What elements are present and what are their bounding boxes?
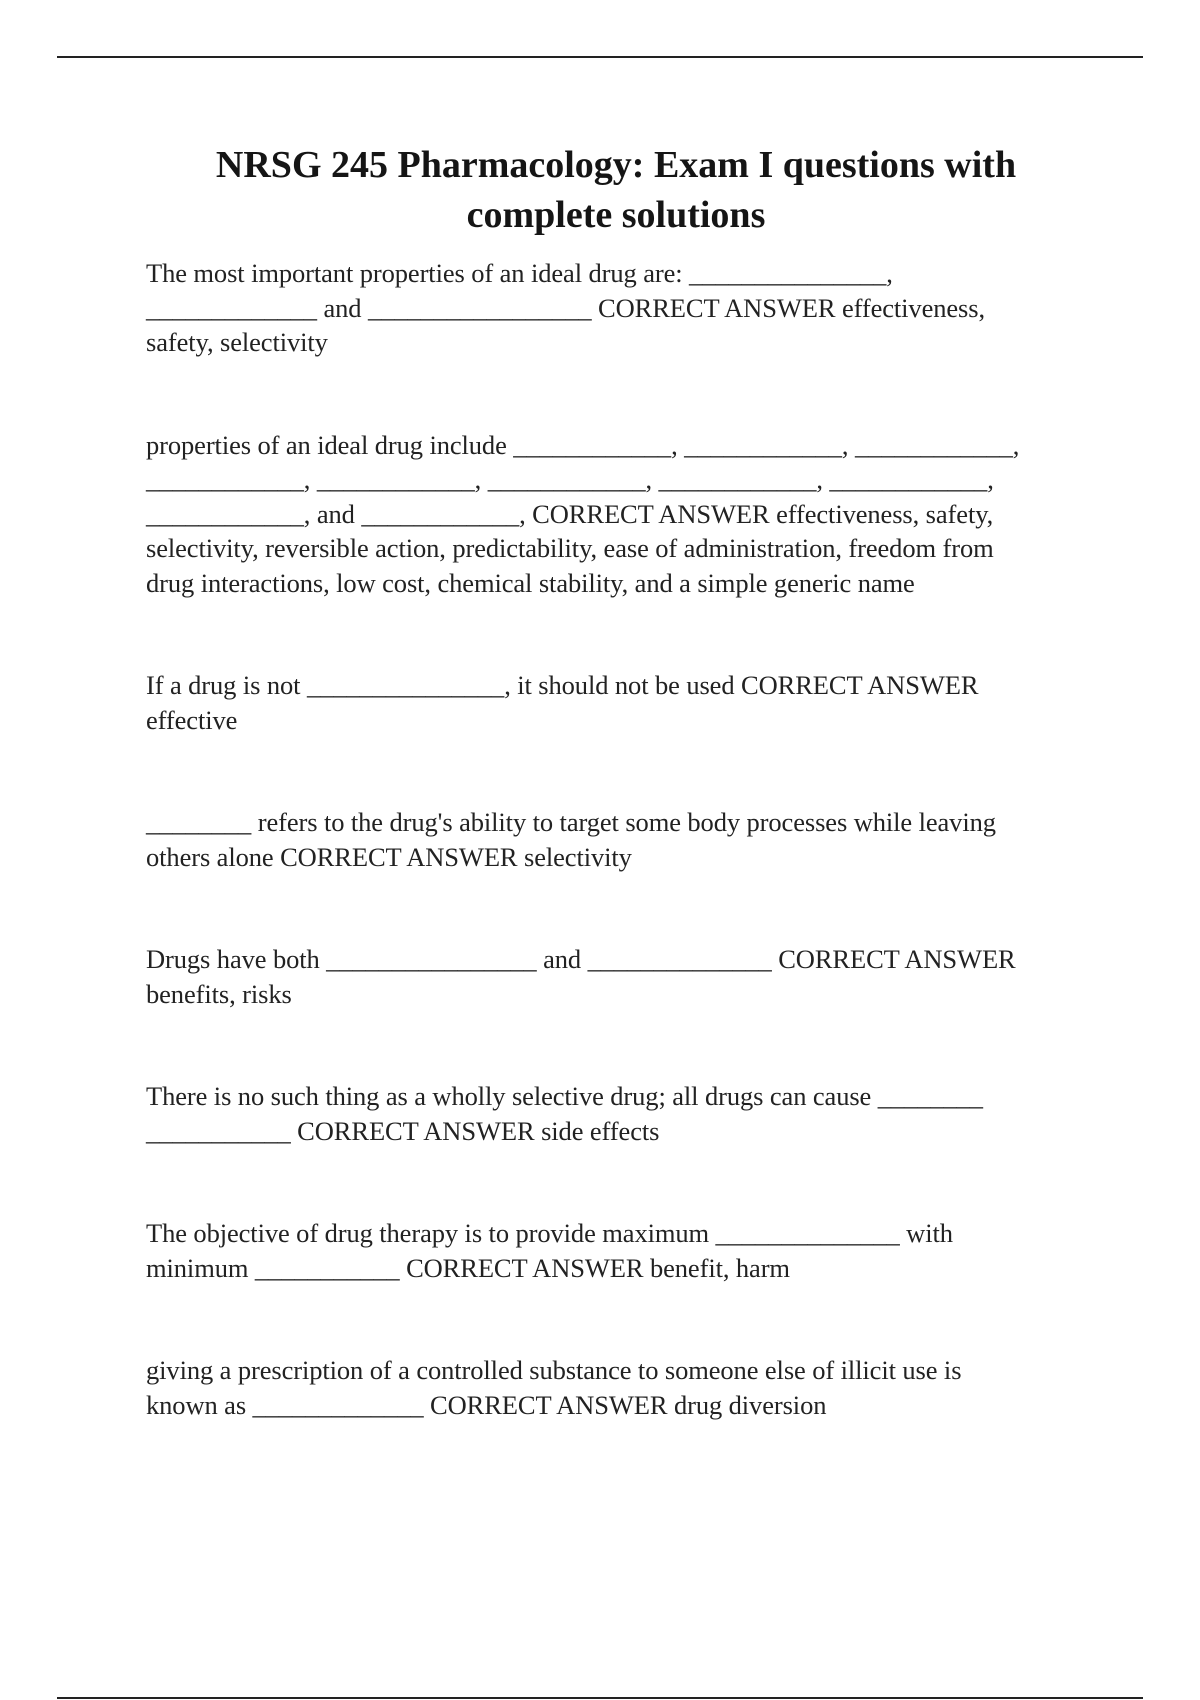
qa-line: There is no such thing as a wholly selective drug; all drugs can cause ________	[146, 1081, 983, 1111]
qa-line: The objective of drug therapy is to provide maximum ______________ with	[146, 1218, 953, 1248]
qa-line: drug interactions, low cost, chemical stability, and a simple generic name	[146, 567, 915, 598]
question-answer-2	[146, 428, 1086, 601]
title-line-1: NRSG 245 Pharmacology: Exam I questions with	[215, 144, 1017, 186]
question-answer-3	[146, 668, 1086, 737]
bottom-divider	[57, 1697, 1143, 1699]
document-title	[146, 140, 1086, 240]
qa-line: ____________, ____________, ____________, ____________, ____________,	[146, 464, 994, 494]
qa-line: properties of an ideal drug include ____________, ____________, ____________,	[146, 429, 1020, 460]
question-answer-7	[146, 1216, 1086, 1285]
qa-line: If a drug is not _______________, it should not be used CORRECT ANSWER	[146, 670, 979, 700]
document-body	[146, 140, 1086, 1422]
question-answer-5	[146, 942, 1086, 1011]
qa-line: Drugs have both ________________ and ______________ CORRECT ANSWER	[146, 944, 1016, 974]
qa-line: selectivity, reversible action, predictability, ease of administration, freedom from	[146, 533, 994, 563]
qa-line: others alone CORRECT ANSWER selectivity	[146, 841, 632, 872]
qa-line: ___________ CORRECT ANSWER side effects	[146, 1115, 660, 1146]
qa-line: ____________, and ____________, CORRECT ANSWER effectiveness, safety,	[146, 498, 994, 529]
qa-line: The most important properties of an ideal drug are: _______________,	[146, 258, 893, 288]
question-answer-8	[146, 1353, 1086, 1422]
question-answer-6	[146, 1079, 1086, 1148]
qa-line: _____________ and _________________ CORRECT ANSWER effectiveness,	[146, 292, 986, 323]
qa-line: minimum ___________ CORRECT ANSWER benefit, harm	[146, 1252, 790, 1283]
qa-line: ________ refers to the drug's ability to target some body processes while leaving	[146, 807, 996, 837]
qa-line: known as _____________ CORRECT ANSWER drug diversion	[146, 1389, 827, 1420]
question-answer-4	[146, 805, 1086, 874]
qa-line: giving a prescription of a controlled substance to someone else of illicit use is	[146, 1355, 962, 1385]
qa-line: benefits, risks	[146, 978, 292, 1009]
top-divider	[57, 56, 1143, 58]
title-line-2: complete solutions	[466, 194, 766, 236]
qa-line: safety, selectivity	[146, 327, 328, 357]
question-answer-1	[146, 256, 1086, 360]
qa-line: effective	[146, 704, 238, 735]
